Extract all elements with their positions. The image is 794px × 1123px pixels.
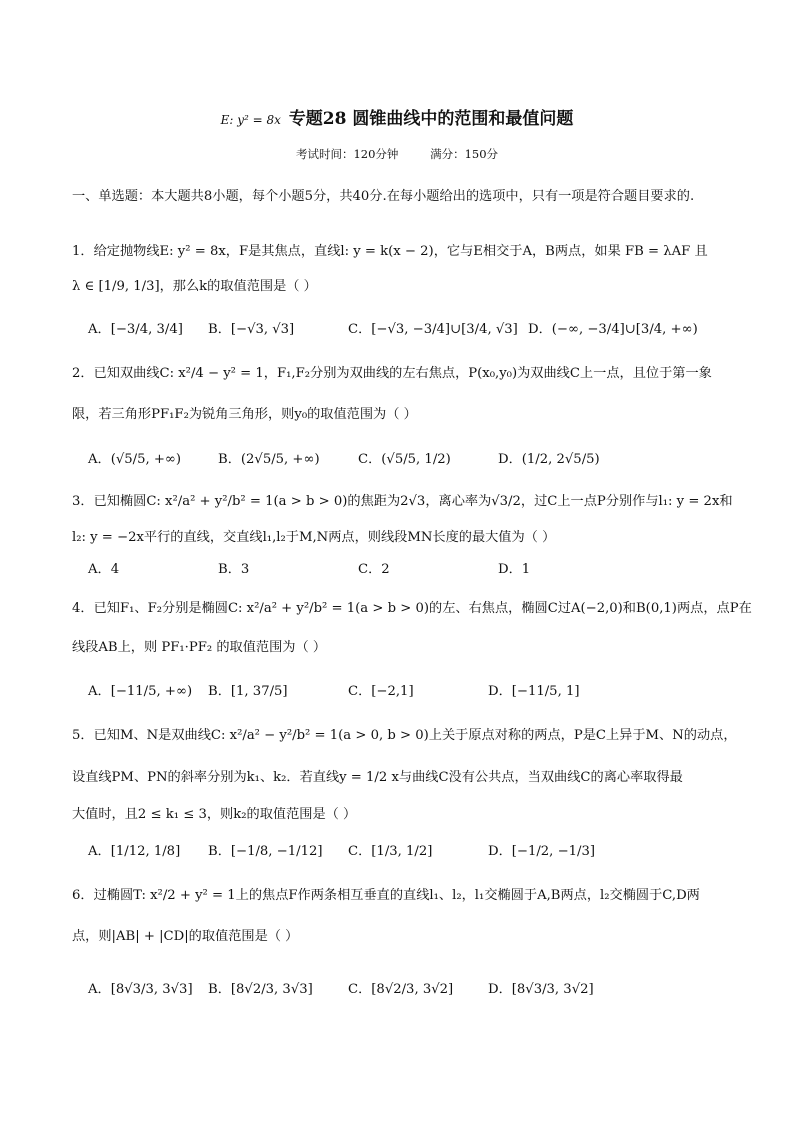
question-3-line-2: l₂: y = −2x平行的直线，交直线l₁,l₂于M,N两点，则线段MN长度的最大值为（ ） bbox=[72, 530, 556, 545]
option-c[interactable]: C．[1/3, 1/2] bbox=[348, 844, 433, 859]
option-d[interactable]: D．[−11/5, 1] bbox=[488, 684, 580, 699]
question-6-options bbox=[88, 978, 728, 997]
option-b[interactable]: B．(2√5/5, +∞) bbox=[218, 452, 320, 467]
section-heading: 一、单选题：本大题共8小题，每个小题5分，共40分.在每小题给出的选项中，只有一项是符合题目要求的. bbox=[72, 189, 695, 204]
option-c[interactable]: C．[−2,1] bbox=[348, 684, 414, 699]
option-c[interactable]: C．2 bbox=[358, 562, 390, 577]
question-1-line-2: λ ∈ [1/9, 1/3]，那么k的取值范围是（ ） bbox=[72, 279, 317, 294]
question-2-line-1: 2．已知双曲线C: x²/4 − y² = 1，F₁,F₂分别为双曲线的左右焦点，P(x₀,y₀)为双曲线C上一点，且位于第一象 bbox=[72, 366, 712, 381]
option-d[interactable]: D．1 bbox=[498, 562, 531, 577]
question-6-line-1: 6．过椭圆T: x²/2 + y² = 1上的焦点F作两条相互垂直的直线l₁、l₂，l₁交椭圆于A,B两点，l₂交椭圆于C,D两 bbox=[72, 888, 700, 903]
question-4-line-2: 线段AB上，则 PF₁·PF₂ 的取值范围为（ ） bbox=[72, 640, 327, 655]
question-5-line-3: 大值时，且2 ≤ k₁ ≤ 3，则k₂的取值范围是（ ） bbox=[72, 807, 357, 822]
option-a[interactable]: A．[8√3/3, 3√3] bbox=[88, 982, 193, 997]
option-d[interactable]: D．[8√3/3, 3√2] bbox=[488, 982, 594, 997]
question-4-options bbox=[88, 680, 728, 699]
option-c[interactable]: C．[−√3, −3/4]∪[3/4, √3] bbox=[348, 322, 518, 337]
option-b[interactable]: B．[−1/8, −1/12] bbox=[208, 844, 323, 859]
option-d[interactable]: D．(−∞, −3/4]∪[3/4, +∞) bbox=[528, 322, 698, 337]
full-score: 满分：150分 bbox=[430, 147, 499, 161]
option-a[interactable]: A．[−3/4, 3/4] bbox=[88, 322, 183, 337]
question-3-options bbox=[88, 558, 728, 577]
question-3-line-1: 3．已知椭圆C: x²/a² + y²/b² = 1(a > b > 0)的焦距为2√3，离心率为√3/2，过C上一点P分别作与l₁: y = 2x和 bbox=[72, 494, 733, 509]
exam-time: 考试时间：120分钟 bbox=[295, 147, 399, 161]
page-title bbox=[0, 104, 794, 129]
option-c[interactable]: C．[8√2/3, 3√2] bbox=[348, 982, 454, 997]
title-text: 专题28 圆锥曲线中的范围和最值问题 bbox=[288, 109, 574, 129]
option-b[interactable]: B．[1, 37/5] bbox=[208, 684, 288, 699]
question-2-line-2: 限，若三角形PF₁F₂为锐角三角形，则y₀的取值范围为（ ） bbox=[72, 407, 417, 422]
question-5-line-2: 设直线PM、PN的斜率分别为k₁、k₂．若直线y = 1/2 x与曲线C没有公共点，当双曲线C的离心率取得最 bbox=[72, 770, 683, 785]
option-d[interactable]: D．[−1/2, −1/3] bbox=[488, 844, 595, 859]
option-b[interactable]: B．[−√3, √3] bbox=[208, 322, 295, 337]
question-5-line-1: 5．已知M、N是双曲线C: x²/a² − y²/b² = 1(a > 0, b > 0)上关于原点对称的两点，P是C上异于M、N的动点， bbox=[72, 728, 737, 743]
title-prefix: E: y² = 8x bbox=[220, 113, 281, 127]
option-d[interactable]: D．(1/2, 2√5/5) bbox=[498, 452, 600, 467]
question-4-line-1: 4．已知F₁、F₂分别是椭圆C: x²/a² + y²/b² = 1(a > b > 0)的左、右焦点，椭圆C过A(−2,0)和B(0,1)两点，点P在 bbox=[72, 601, 752, 616]
option-a[interactable]: A．(√5/5, +∞) bbox=[88, 452, 182, 467]
question-5-options bbox=[88, 840, 728, 859]
question-1-options bbox=[88, 318, 728, 337]
option-a[interactable]: A．4 bbox=[88, 562, 120, 577]
option-a[interactable]: A．[−11/5, +∞) bbox=[88, 684, 193, 699]
option-c[interactable]: C．(√5/5, 1/2) bbox=[358, 452, 451, 467]
option-a[interactable]: A．[1/12, 1/8] bbox=[88, 844, 181, 859]
question-2-options bbox=[88, 448, 728, 467]
question-1-line-1: 1．给定抛物线E: y² = 8x，F是其焦点，直线l: y = k(x − 2)，它与E相交于A，B两点，如果 FB = λAF 且 bbox=[72, 244, 708, 259]
option-b[interactable]: B．3 bbox=[218, 562, 250, 577]
exam-info bbox=[0, 146, 794, 162]
question-6-line-2: 点，则|AB| + |CD|的取值范围是（ ） bbox=[72, 929, 299, 944]
option-b[interactable]: B．[8√2/3, 3√3] bbox=[208, 982, 313, 997]
